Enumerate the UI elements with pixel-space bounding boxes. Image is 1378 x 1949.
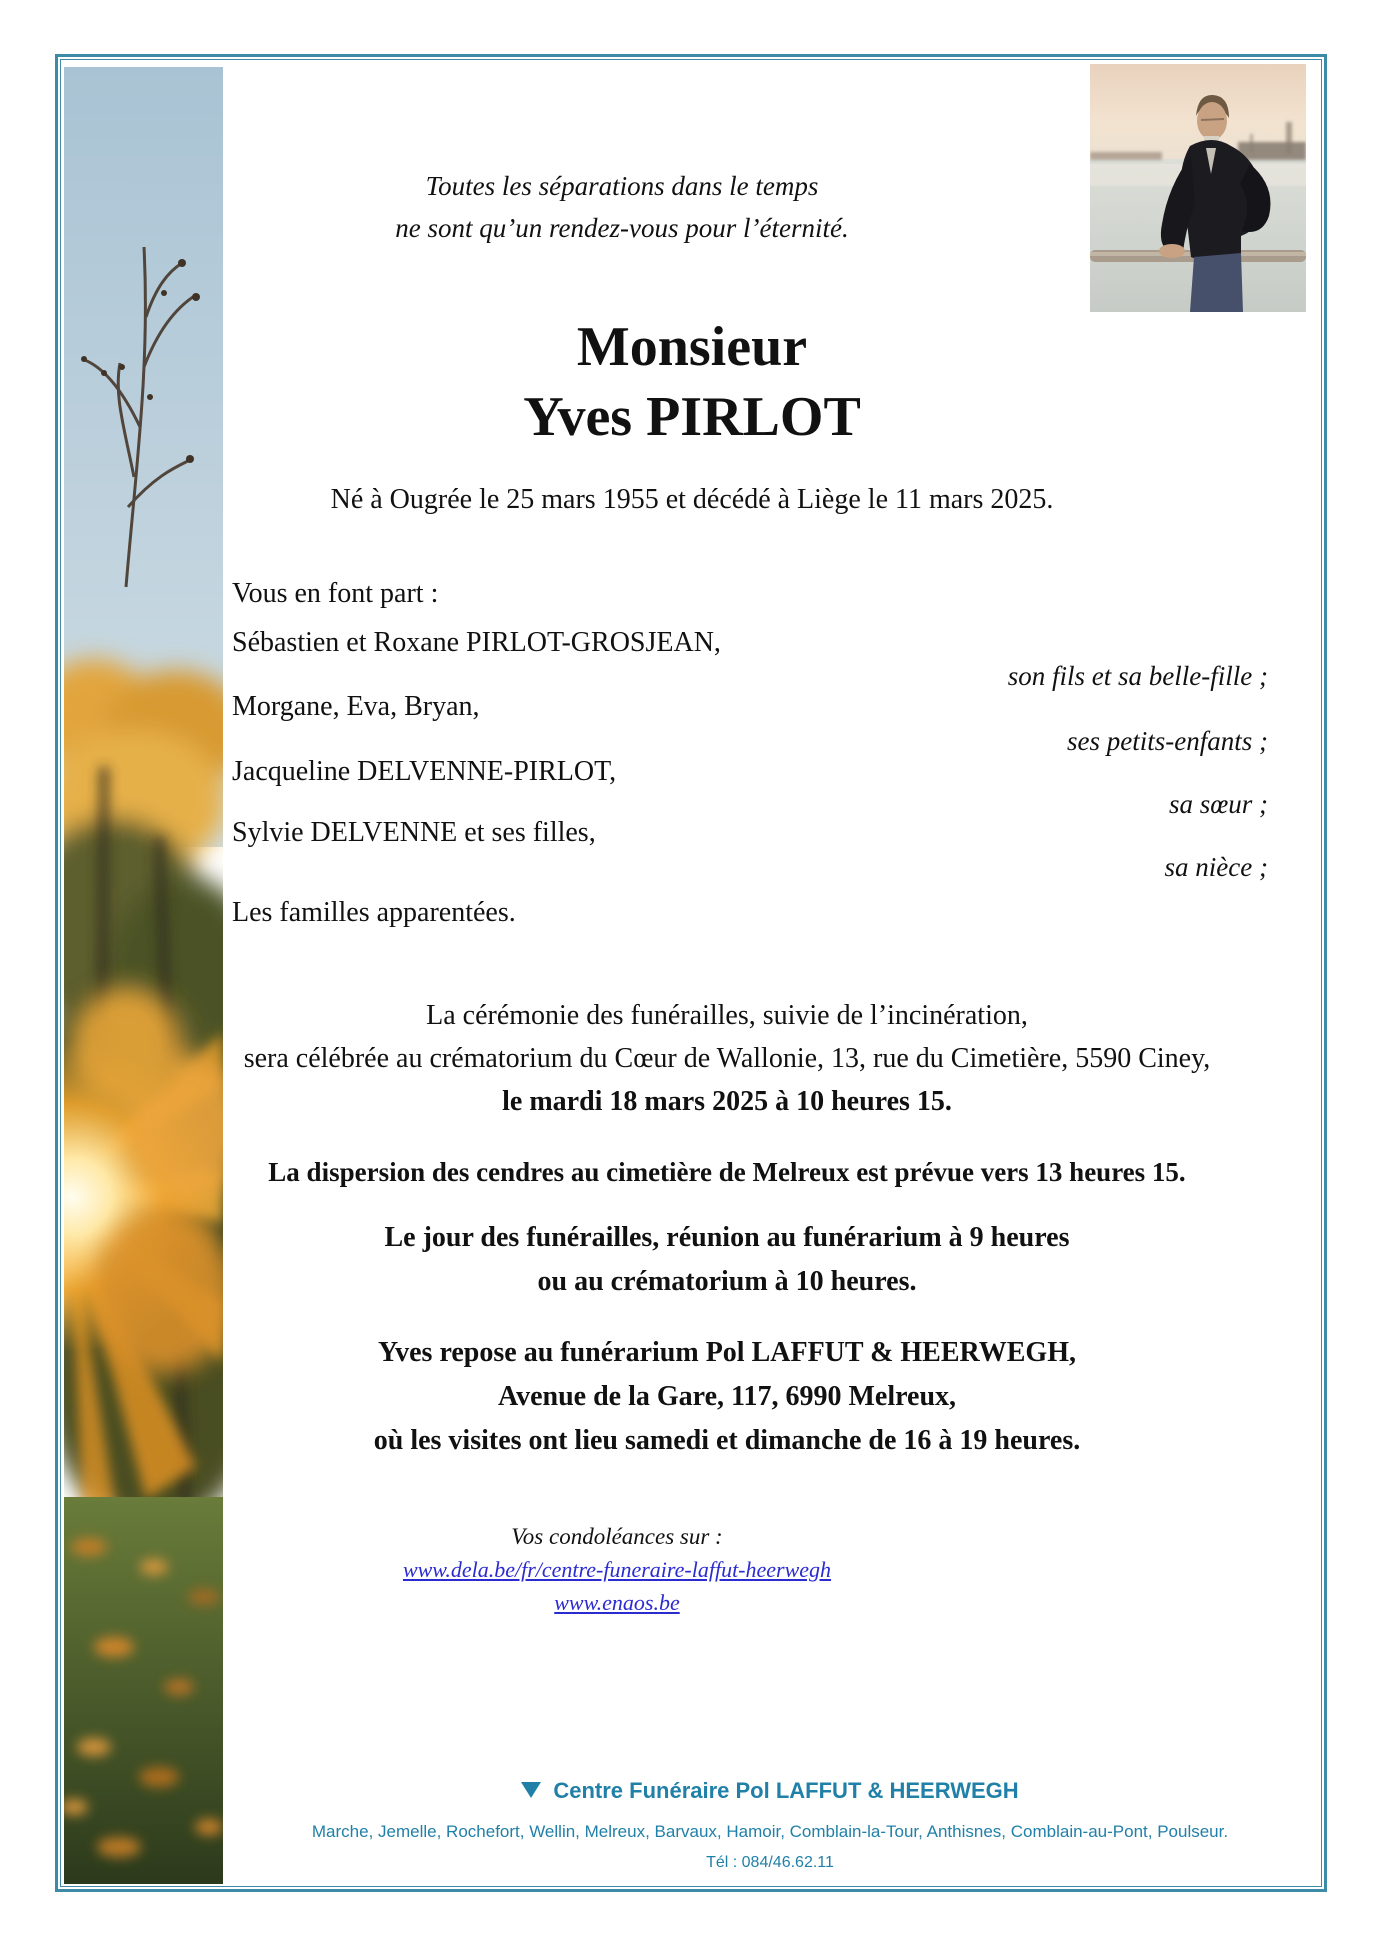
family-names-4: Sylvie DELVENNE et ses filles, <box>232 817 596 848</box>
quote-line-2: ne sont qu’un rendez-vous pour l’éternité. <box>395 213 849 243</box>
family-closing: Les familles apparentées. <box>232 897 516 928</box>
condolences-link-dela[interactable]: www.dela.be/fr/centre-funeraire-laffut-heerwegh <box>402 1557 832 1582</box>
condolences-section <box>222 1520 1012 1619</box>
reunion-line-1: Le jour des funérailles, réunion au funérarium à 9 heures <box>384 1222 1070 1253</box>
funeral-home-phone: Tél : 084/46.62.11 <box>706 1854 834 1871</box>
repose-line-2: Avenue de la Gare, 117, 6990 Melreux, <box>497 1381 957 1412</box>
reunion-line-2: ou au crématorium à 10 heures. <box>537 1266 917 1297</box>
ashes-dispersion-line: La dispersion des cendres au cimetière de Melreux est prévue vers 13 heures 15. <box>268 1157 1186 1187</box>
funeral-home-cities: Marche, Jemelle, Rochefort, Wellin, Melreux, Barvaux, Hamoir, Comblain-la-Tour, Anthisnes, Comblain-au-Pont, Poulseur. <box>311 1822 1229 1841</box>
quote-line-1: Toutes les séparations dans le temps <box>425 171 819 201</box>
portrait-illustration <box>1090 64 1306 312</box>
ceremony-line-2: sera célébrée au crématorium du Cœur de Wallonie, 13, rue du Cimetière, 5590 Ciney, <box>243 1043 1211 1074</box>
title-salutation: Monsieur <box>576 316 808 378</box>
family-names-1: Sébastien et Roxane PIRLOT-GROSJEAN, <box>232 627 721 658</box>
deceased-name-title <box>222 312 1162 452</box>
dela-down-triangle-icon <box>521 1782 541 1798</box>
family-names-2: Morgane, Eva, Bryan, <box>232 691 480 722</box>
repose-line-3: où les visites ont lieu samedi et dimanche de 16 à 19 heures. <box>373 1425 1081 1456</box>
opening-quote <box>222 165 1022 249</box>
family-names-3: Jacqueline DELVENNE-PIRLOT, <box>232 756 617 787</box>
ceremony-date-line: le mardi 18 mars 2025 à 10 heures 15. <box>502 1086 952 1117</box>
family-relation-3: sa sœur ; <box>1168 789 1268 819</box>
ceremony-line-1: La cérémonie des funérailles, suivie de l’incinération, <box>426 1000 1028 1031</box>
funeral-home-name: Centre Funéraire Pol LAFFUT & HEERWEGH <box>553 1778 1019 1803</box>
repose-line-1: Yves repose au funérarium Pol LAFFUT & HEERWEGH, <box>378 1337 1076 1368</box>
repose-details <box>222 1331 1232 1463</box>
family-relation-1: son fils et sa belle-fille ; <box>1007 661 1268 691</box>
funeral-home-brand <box>222 1778 1318 1804</box>
birth-death-line: Né à Ougrée le 25 mars 1955 et décédé à Liège le 11 mars 2025. <box>330 484 1054 515</box>
reunion-details <box>222 1216 1232 1304</box>
condolences-link-enaos[interactable]: www.enaos.be <box>554 1590 680 1615</box>
deceased-portrait-photo <box>1090 64 1306 312</box>
autumn-trees-photo <box>64 67 223 1884</box>
ceremony-details <box>222 994 1232 1123</box>
autumn-trees-illustration <box>64 67 223 1884</box>
family-relation-4: sa nièce ; <box>1164 852 1268 882</box>
announcement-intro: Vous en font part : <box>232 578 439 609</box>
title-name: Yves PIRLOT <box>523 386 861 448</box>
condolences-label: Vos condoléances sur : <box>511 1524 723 1549</box>
family-relation-2: ses petits-enfants ; <box>1067 726 1268 756</box>
